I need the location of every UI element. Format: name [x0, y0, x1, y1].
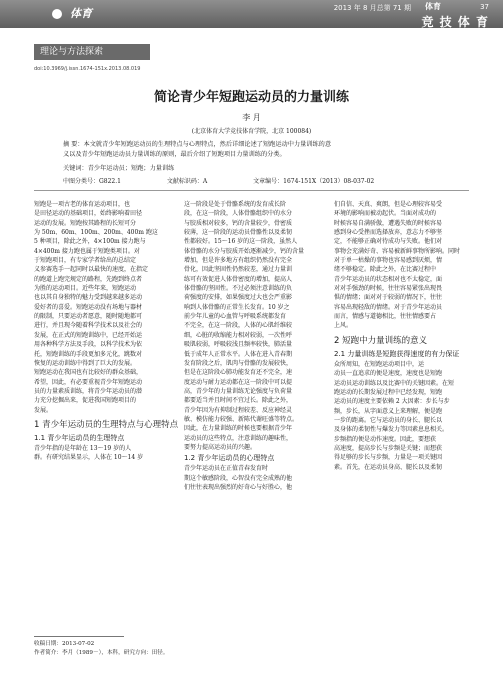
divider	[34, 190, 469, 191]
text-line: 青少年指的是年龄在 13～19 岁的人	[34, 444, 132, 452]
text-line: 发育阶段之后，肌肉与骨骼的发展较快，	[184, 359, 293, 367]
text-line: 为胜的运动项目。近些年来，短跑运动	[34, 285, 137, 293]
text-line: 的跑道上跑完规定的路程，先跑到终点者	[34, 275, 143, 283]
text-line: 员的力量素质训练，将青少年运动员的潜	[34, 387, 143, 395]
column-3	[334, 200, 470, 472]
text-line: 练可有效促进人体骨密度的增加，提高人	[184, 275, 293, 283]
text-line: 们往往表现出强烈的好奇心与好胜心，他	[184, 483, 293, 491]
text-line: 期这个敏感阶段，心智没有完全成熟的他	[184, 474, 293, 482]
keywords: 关键词：青少年运动员；短跑；力量训练	[63, 165, 175, 172]
heading-section-1-1: 1.1 青少年运动员的生理特点	[34, 433, 125, 442]
text-line: 体骨骼的坚固性。不过必须注意训练的负	[184, 285, 293, 293]
class-number: 中图分类号：G822.1	[63, 178, 121, 185]
text-line: 一步的距离。它与运动员的身长、腿长以	[334, 416, 443, 424]
text-line: 时候容易自满骄傲，遭遇失败的时候容易	[334, 219, 443, 227]
text-line: 运动员的这些特点，注意训练的趣味性，	[184, 434, 293, 442]
text-line: 于短跑项目，有专家学者给出的总结定	[34, 257, 137, 265]
text-line: 低于成年人正常水平。人体在进入青春期	[184, 350, 293, 358]
text-line: 们自信、天真、爽朗，但是心理较容易受	[334, 201, 443, 208]
text-line: 发展，在正式的短跑训练中，已经开始运	[34, 331, 143, 339]
text-line: 对于单一枯燥的事物也容易感到厌烦，情	[334, 257, 443, 265]
text-line: 不完全，在这一阶段，人体的心肌纤维较	[184, 322, 293, 330]
abstract	[63, 140, 463, 160]
text-line: 吸肌较弱，呼吸较浅且频率较快，肺活量	[184, 341, 293, 349]
text-line: 步频指的便是动作速度。因此，要想获	[334, 435, 437, 443]
text-line: 与胶质相对较多，钙的含量较少，骨密质	[184, 219, 293, 227]
text-line: 都要适当并且时间不宜过长。除此之外，	[184, 397, 293, 405]
header-left-logo: 体育	[70, 7, 92, 20]
text-line: 托，短跑训练的手段更加多元化，跳数对	[34, 350, 143, 358]
article-number: 文章编号：1674-151X（2013）08-037-02	[253, 178, 375, 185]
text-line: 这一阶段是处于骨骼系统的发育成长阶	[184, 201, 287, 208]
text-line: 希望，因此，有必要重视青少年短跑运动	[34, 378, 143, 386]
text-line: 4×400m 接力跑也属于短跑类项目。对	[34, 247, 140, 255]
text-line: 段，在这一阶段，人体骨骼组织中的水分	[184, 210, 293, 218]
text-line: 恢复的运动训练中得到了巨大的发展。	[34, 359, 137, 367]
footnote	[34, 640, 169, 658]
text-line: 高，青少年的力量训练无论强度与负荷量	[184, 387, 293, 395]
document-code: 文献标识码：A	[166, 178, 208, 185]
received-date: 收稿日期：2013-07-02	[34, 641, 95, 647]
issue-info: 2013 年 8 月总第 71 期	[333, 4, 411, 12]
text-line: 爱好者的喜爱。短跑运动没有场地与器材	[34, 303, 143, 311]
header-logo-dot	[52, 9, 62, 19]
text-line: 力充分挖掘出来，促进我国短跑项目的	[34, 397, 137, 405]
text-line: 青少年运动员在正值青春发育时	[184, 465, 269, 473]
heading-section-1: 1 青少年运动员的生理特点与心理特点	[34, 419, 179, 430]
text-line: 绪不够稳定。除此之外，在比赛过程中	[334, 266, 437, 274]
text-line: 较薄，这一阶段的运动员骨骼性以及柔韧	[184, 229, 293, 237]
text-line: 感到身心受挫而选择放弃，意志力不够坚	[334, 229, 443, 237]
text-line: 及身体的柔韧性与爆发力等因素息息相关。	[334, 426, 449, 434]
text-line: 短跑运动在我国也有比较好的群众基础，	[34, 369, 143, 377]
column-2	[184, 200, 320, 492]
text-line: 运动的发展。短跑按其路程的长短可分	[34, 219, 137, 227]
text-line: 青少年运动员的状态相对也不太稳定，面	[334, 275, 443, 283]
text-line: 前少年儿童的心血管与呼吸系统都发育	[184, 313, 287, 321]
author-info: 作者简介：李月（1989－），本科，研究方向：田径。	[34, 650, 169, 656]
text-line: 青少年因为有抑制过程较差、反应神经灵	[184, 406, 293, 414]
doi: doi:10.3969/j.issn.1674-151x.2013.08.019	[34, 66, 141, 72]
text-line: 事物会充满好奇、容易被新鲜事物所影响。同时	[334, 247, 461, 255]
text-line: 众所周知，在短跑运动项目中，运	[334, 360, 425, 368]
text-line: 定，不能够正确对待成功与失败。他们对	[334, 238, 443, 246]
text-line: 动员一直追求的便是速度，速度也是短跑	[334, 370, 443, 378]
text-line: 敏、模仿能力较强、新陈代谢旺盛等特点。	[184, 415, 299, 423]
text-line: 跑运动的长期发展过程中已经发现，短跑	[334, 388, 443, 396]
author: 李 月	[242, 113, 261, 122]
heading-section-2: 2 短跑中力量训练的意义	[334, 335, 428, 346]
text-line: 荷强度的安排，如果强度过大也会严重影	[184, 294, 293, 302]
text-line: 而言，情感与道德相比，往往情感要占	[334, 313, 437, 321]
journal-header-band	[0, 0, 503, 28]
classification-row	[63, 176, 418, 185]
text-line: 用各种科学方法及手段，以科学技术为依	[34, 341, 143, 349]
text-line: 环境的影响而被动起伏。当面对成功的	[334, 210, 437, 218]
keywords-block	[63, 164, 174, 174]
text-line: 频，步长，从字面意义上来理解，便是跑	[334, 407, 443, 415]
text-line: 容易出现轻敌的情绪。对于青少年运动员	[334, 303, 443, 311]
text-line: 要努力提高运动员的兴趣。	[184, 443, 257, 451]
text-line: 度运动与耐力运动都在这一阶段中可以提	[184, 378, 293, 386]
text-line: 得足够的步长与步频，力量是一项关键因	[334, 454, 443, 462]
text-line: 进行，并且现今随着科学技术以及社会的	[34, 322, 143, 330]
text-line: 增加，但是许多地方有组织仍然没有完全	[184, 257, 293, 265]
text-line: 运动员运动训练以及比赛中的关键因素。在短	[334, 379, 455, 387]
text-line: 惧的情绪；面对对于较弱的情况下，往往	[334, 294, 443, 302]
abstract-line: 摘 要：本文就青少年短跑运动员的生理特点与心理特点，然后详细论述了短跑运动中力量训练的意	[63, 141, 332, 148]
footnote-divider	[34, 636, 124, 637]
text-line: 的限制，只要运动者愿意，随时随地都可	[34, 313, 143, 321]
text-line: 骨化，因此坚固性仍然较差，通过力量训	[184, 266, 293, 274]
journal-name: 竞 技 体 育	[421, 15, 489, 29]
text-line: 5 种项目，除此之外，4×100m 接力跑与	[34, 238, 146, 246]
text-line: 上风。	[334, 322, 353, 330]
text-line: 短跑是一项古老的体育运动项目，也	[34, 201, 131, 208]
text-line: 因此，在力量训练的时候也要根据青少年	[184, 425, 293, 433]
text-line: 响到人体骨骼的正常生长发育。10 岁之	[184, 303, 290, 311]
text-line: 性都较好。15～16 岁的这一阶段，虽然人	[184, 238, 298, 246]
text-line: 群。有研究结果显示，人体在 10～14 岁	[34, 454, 144, 462]
text-line: 是田径运动的基础项目，始终影响着田径	[34, 210, 143, 218]
text-line: 也以其自身独特的魅力受到越来越多运动	[34, 294, 143, 302]
abstract-line: 义以及青少年短跑运动员力量训练的原则，最后介绍了短跑项目力量训练的分类。	[63, 151, 286, 158]
section-tag: 理论与方法探索	[34, 44, 150, 60]
column-1	[34, 200, 179, 463]
text-line: 高速度，提高步长与步频是关键；而想获	[334, 444, 443, 452]
text-line: 发展。	[34, 406, 53, 414]
text-line: 对对手强劲的时候，往往容易紧张出现畏	[334, 285, 443, 293]
heading-section-2-1: 2.1 力量训练是短跑获得速度的有力保证	[334, 349, 460, 358]
text-line: 为 50m、60m、100m、200m、400m 跑这	[34, 229, 158, 237]
article-title: 简论青少年短跑运动员的力量训练	[153, 90, 349, 105]
text-line: 细，心脏的收缩能力相对较弱，一次性呼	[184, 331, 293, 339]
text-line: 运动员的速度主要依赖 2 大因素：步长与步	[334, 398, 450, 406]
affiliation: (北京体育大学竞技体育学院，北京 100084)	[191, 128, 312, 135]
text-line: 体骨骼的水分与胶质开始逐渐减少，钙的含量	[184, 247, 305, 255]
text-line: 但是在这阶段心肺功能发育还不完全，速	[184, 369, 293, 377]
page-number: 37	[480, 3, 489, 11]
heading-section-1-2: 1.2 青少年运动员的心理特点	[184, 454, 275, 463]
header-logo: 体育	[425, 2, 441, 11]
text-line: 素。首先，在运动员身高、腿长以及柔韧	[334, 463, 443, 471]
text-line: 义参赛选手一起同时以最快的速度，在指定	[34, 266, 149, 274]
